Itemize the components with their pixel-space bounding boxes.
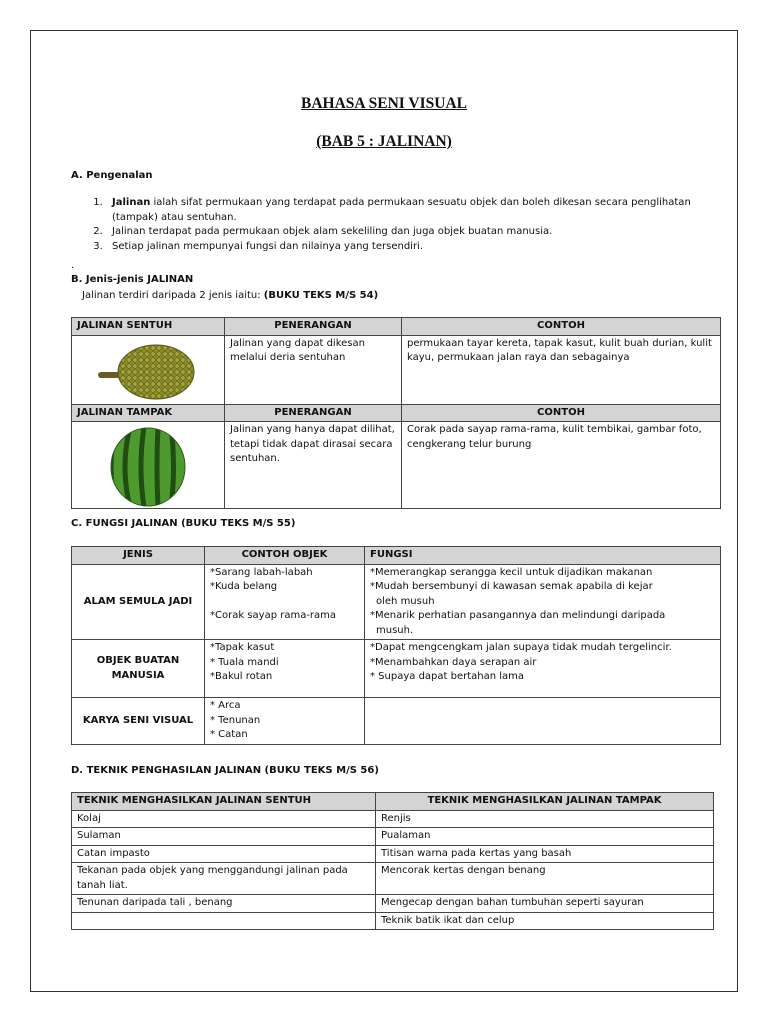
- table-row: [72, 698, 721, 745]
- table-row: [72, 422, 721, 509]
- header-contoh: CONTOH: [402, 404, 721, 422]
- jenis-jalinan-table: [71, 317, 721, 509]
- intro-list: [71, 196, 736, 254]
- sentuh-penerangan: Jalinan yang dapat dikesan melalui deria sentuhan: [225, 335, 402, 404]
- header-jenis: JENIS: [72, 547, 205, 565]
- jenis-cell: ALAM SEMULA JADI: [72, 564, 205, 640]
- header-fungsi: FUNGSI: [365, 547, 721, 565]
- tampak-contoh: Corak pada sayap rama-rama, kulit tembikai, gambar foto, cengkerang telur burung: [402, 422, 721, 509]
- watermelon-image-cell: [72, 422, 225, 509]
- jenis-cell: KARYA SENI VISUAL: [72, 698, 205, 745]
- header-teknik-tampak: TEKNIK MENGHASILKAN JALINAN TAMPAK: [376, 793, 714, 811]
- objek-cell: * Arca * Tenunan * Catan: [205, 698, 365, 745]
- header-contoh-objek: CONTOH OBJEK: [205, 547, 365, 565]
- section-b-intro: Jalinan terdiri daripada 2 jenis iaitu: (BUKU TEKS M/S 54): [82, 290, 379, 301]
- header-penerangan: PENERANGAN: [225, 404, 402, 422]
- durian-image-cell: [72, 335, 225, 404]
- page-title: BAHASA SENI VISUAL: [301, 95, 467, 112]
- teknik-table: [71, 792, 714, 930]
- list-item: 1. Jalinan ialah sifat permukaan yang terdapat pada permukaan sesuatu objek dan boleh dikesan secara penglihatan (tampak) atau sentuhan.: [106, 196, 736, 225]
- table-row: [72, 335, 721, 404]
- objek-cell: *Sarang labah-labah *Kuda belang *Corak sayap rama-rama: [205, 564, 365, 640]
- section-a-heading: A. Pengenalan: [71, 170, 153, 181]
- sentuh-contoh: permukaan tayar kereta, tapak kasut, kulit buah durian, kulit kayu, permukaan jalan raya dan sebagainya: [402, 335, 721, 404]
- section-d-heading: D. TEKNIK PENGHASILAN JALINAN (BUKU TEKS M/S 56): [71, 765, 379, 776]
- stray-dot: .: [71, 260, 75, 271]
- page-subtitle: (BAB 5 : JALINAN): [316, 133, 452, 150]
- objek-cell: *Tapak kasut * Tuala mandi *Bakul rotan: [205, 640, 365, 698]
- fungsi-cell: *Dapat mengcengkam jalan supaya tidak mudah tergelincir. *Menambahkan daya serapan air * Supaya dapat bertahan lama: [365, 640, 721, 698]
- fungsi-cell: *Memerangkap serangga kecil untuk dijadikan makanan *Mudah bersembunyi di kawasan semak apabila di kejar oleh musuh *Menarik perhatian pasangannya dan melindungi daripada musuh.: [365, 564, 721, 640]
- section-b-heading: B. Jenis-jenis JALINAN: [71, 274, 194, 285]
- table-row: [72, 318, 721, 336]
- fungsi-cell: [365, 698, 721, 745]
- durian-image: [96, 339, 200, 401]
- header-contoh: CONTOH: [402, 318, 721, 336]
- header-teknik-sentuh: TEKNIK MENGHASILKAN JALINAN SENTUH: [72, 793, 376, 811]
- watermelon-image: [108, 425, 188, 507]
- table-row: [72, 547, 721, 565]
- table-row: Tenunan daripada tali , benang Mengecap dengan bahan tumbuhan seperti sayuran: [72, 895, 714, 913]
- jenis-cell: OBJEK BUATAN MANUSIA: [72, 640, 205, 698]
- fungsi-jalinan-table: [71, 546, 721, 745]
- table-row: Kolaj Renjis: [72, 810, 714, 828]
- list-item: 2. Jalinan terdapat pada permukaan objek alam sekeliling dan juga objek buatan manusia.: [106, 225, 736, 240]
- header-jalinan-tampak: JALINAN TAMPAK: [72, 404, 225, 422]
- table-row: Sulaman Pualaman: [72, 828, 714, 846]
- tampak-penerangan: Jalinan yang hanya dapat dilihat, tetapi tidak dapat dirasai secara sentuhan.: [225, 422, 402, 509]
- section-c-heading: C. FUNGSI JALINAN (BUKU TEKS M/S 55): [71, 518, 296, 529]
- table-row: [72, 793, 714, 811]
- header-jalinan-sentuh: JALINAN SENTUH: [72, 318, 225, 336]
- list-item: 3. Setiap jalinan mempunyai fungsi dan nilainya yang tersendiri.: [106, 240, 736, 255]
- table-row: [72, 564, 721, 640]
- table-row: Catan impasto Titisan warna pada kertas yang basah: [72, 845, 714, 863]
- table-row: Teknik batik ikat dan celup: [72, 912, 714, 930]
- header-penerangan: PENERANGAN: [225, 318, 402, 336]
- table-row: Tekanan pada objek yang menggandungi jalinan pada tanah liat. Mencorak kertas dengan benang: [72, 863, 714, 895]
- table-row: [72, 640, 721, 698]
- table-row: [72, 404, 721, 422]
